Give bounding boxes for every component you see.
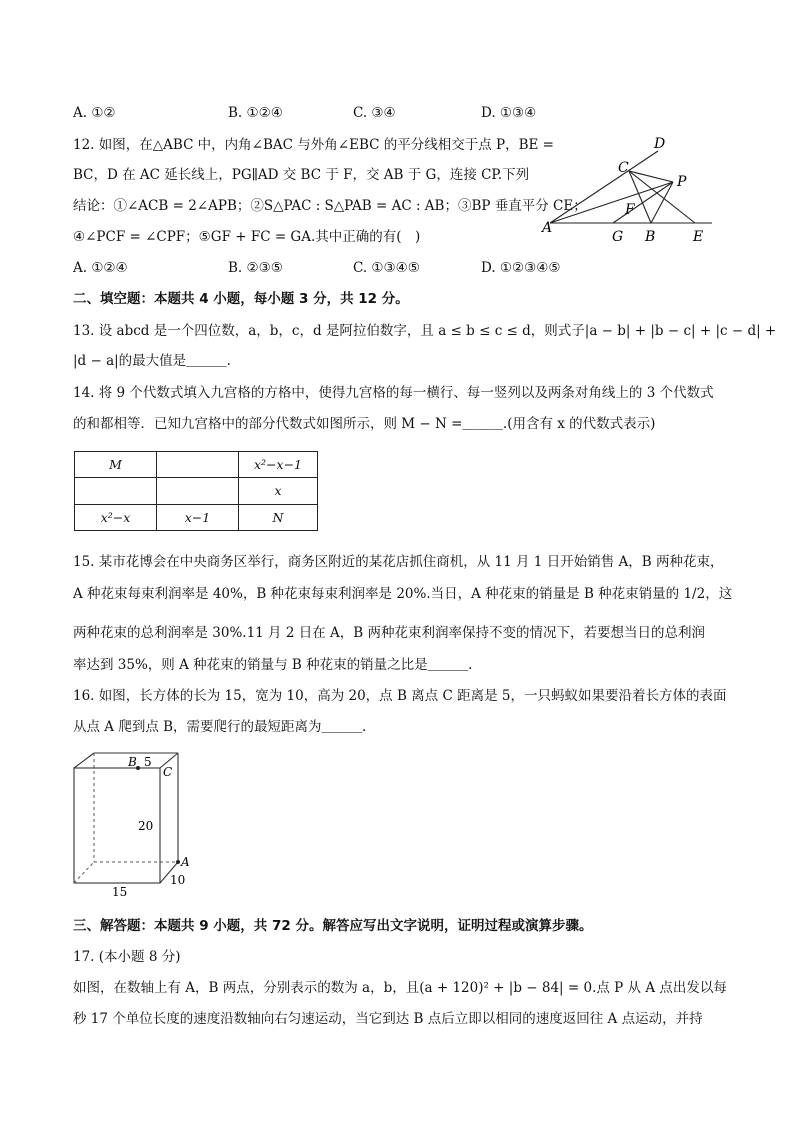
q12-triangle-figure — [540, 134, 720, 246]
q11-option-b: B. ①②④ — [228, 105, 283, 121]
grid-cell-r1c2 — [157, 452, 239, 478]
fig12-label-g: G — [612, 229, 624, 245]
grid-cell-r1c1: M — [75, 452, 157, 478]
fig12-label-f: F — [625, 202, 635, 218]
q14-line-1: 14. 将 9 个代数式填入九宫格的方格中，使得九宫格的每一横行、每一竖列以及两条对角线上的 3 个代数式 — [73, 385, 714, 401]
fig12-label-e: E — [693, 229, 704, 245]
fig16-label-b: B — [128, 755, 137, 769]
q12-line-2: BC，D 在 AC 延长线上，PG∥AD 交 BC 于 F，交 AB 于 G，连接 CP.下列 — [73, 167, 530, 183]
grid-cell-r2c1 — [75, 478, 157, 504]
q17-line-2: 秒 17 个单位长度的速度沿数轴向右匀速运动，当它到达 B 点后立即以相同的速度返回往 A 点运动，并持 — [73, 1011, 703, 1027]
fig12-label-b: B — [645, 229, 656, 245]
q14-line-2: 的和都相等．已知九宫格中的部分代数式如图所示，则 M − N =＿＿＿.(用含有 x 的代数式表示) — [73, 416, 656, 432]
q15-line-2: A 种花束每束利润率是 40%，B 种花束每束利润率是 20%.当日，A 种花束的销量是 B 种花束销量的 1/2，这 — [73, 586, 733, 602]
q12-line-1: 12. 如图，在△ABC 中，内角∠BAC 与外角∠EBC 的平分线相交于点 P，BE = — [73, 137, 554, 153]
fig12-label-a: A — [542, 220, 553, 236]
q16-cuboid-figure — [66, 748, 206, 898]
q13-line-1: 13. 设 abcd 是一个四位数，a，b，c，d 是阿拉伯数字，且 a ≤ b ≤ c ≤ d，则式子|a − b| + |b − c| + |c − d| + — [73, 323, 777, 339]
fig16-label-a: A — [181, 855, 190, 869]
fig12-label-d: D — [654, 136, 666, 152]
q12-option-b: B. ②③⑤ — [228, 260, 283, 276]
q11-option-a: A. ①② — [73, 105, 116, 121]
q13-line-2: |d − a|的最大值是＿＿＿. — [73, 353, 231, 369]
grid-cell-r3c1: x²−x — [75, 504, 157, 530]
q15-line-3: 两种花束的总利润率是 30%.11 月 2 日在 A，B 两种花束利润率保持不变的情况下，若要想当日的总利润 — [73, 625, 705, 641]
q11-option-d: D. ①③④ — [481, 105, 537, 121]
grid-cell-r3c2: x−1 — [157, 504, 239, 530]
q14-nine-grid — [74, 451, 318, 531]
q11-option-c: C. ③④ — [353, 105, 396, 121]
grid-cell-r3c3: N — [239, 504, 318, 530]
q16-line-2: 从点 A 爬到点 B，需要爬行的最短距离为＿＿＿. — [73, 719, 367, 735]
fig16-label-c: C — [163, 765, 173, 779]
q12-option-c: C. ①③④⑤ — [353, 260, 420, 276]
q15-line-4: 率达到 35%，则 A 种花束的销量与 B 种花束的销量之比是＿＿＿. — [73, 657, 473, 673]
section-2-title: 二、填空题：本题共 4 小题，每小题 3 分，共 12 分。 — [73, 291, 409, 307]
grid-cell-r2c3: x — [239, 478, 318, 504]
q12-option-a: A. ①②④ — [73, 260, 128, 276]
grid-cell-r1c3: x²−x−1 — [239, 452, 318, 478]
q12-line-3: 结论：①∠ACB = 2∠APB；②S△PAC : S△PAB = AC : AB；③BP 垂直平分 CE； — [73, 198, 587, 214]
q12-line-4: ④∠PCF = ∠CPF；⑤GF + FC = GA.其中正确的有( ) — [73, 229, 421, 245]
q16-line-1: 16. 如图，长方体的长为 15，宽为 10，高为 20，点 B 离点 C 距离是 5，一只蚂蚁如果要沿着长方体的表面 — [73, 688, 727, 704]
fig16-label-15: 15 — [112, 885, 128, 898]
q15-line-1: 15. 某市花博会在中央商务区举行，商务区附近的某花店抓住商机，从 11 月 1 日开始销售 A，B 两种花束， — [73, 554, 724, 570]
fig12-label-p: P — [677, 174, 687, 190]
fig16-label-5: 5 — [144, 755, 152, 769]
fig16-label-20: 20 — [138, 819, 154, 833]
q17-line-1: 如图，在数轴上有 A，B 两点，分别表示的数为 a，b，且(a + 120)² + |b − 84| = 0.点 P 从 A 点出发以每 — [73, 980, 727, 996]
fig16-label-10: 10 — [170, 873, 186, 887]
section-3-title: 三、解答题：本题共 9 小题，共 72 分。解答应写出文字说明，证明过程或演算步骤。 — [73, 918, 593, 934]
q17-header: 17. (本小题 8 分) — [73, 949, 181, 965]
grid-cell-r2c2 — [157, 478, 239, 504]
fig12-label-c: C — [618, 160, 629, 176]
q12-option-d: D. ①②③④⑤ — [481, 260, 561, 276]
